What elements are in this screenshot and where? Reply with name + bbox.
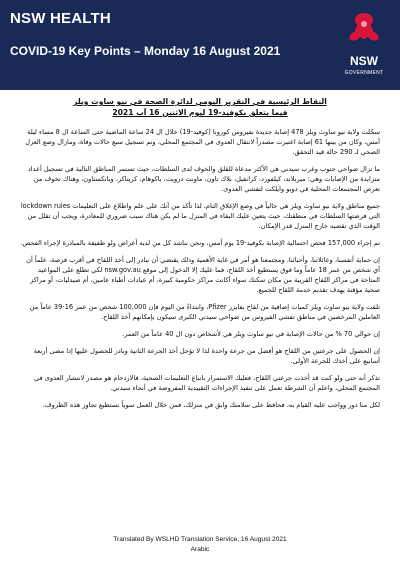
document-headline [20,96,380,118]
headline-line-1: النقاط الرئيسية في التقرير اليومي لدائرة الصحة في نيو ساوث ويلز [73,97,327,106]
paragraph-closing: لكل منا دور وواجب عليه القيام به، فحافظ على سلامتك وابق في منزلك، فمن خلال العمل سوياً نستطيع تجاوز هذه الظروف. [42,401,380,409]
footer-translation-credit: Translated By WSLHD Translation Service, 16 August 2021 [113,536,287,543]
paragraph-second-dose: إن الحصول على جرعتين من اللقاح هو أفضل من جرعة واحدة لذا لا تؤجل أخذ الجرعة الثانية وبادر للحصول عليها إذا مضى أربعة أسابيع على أخذك للجرعة الأولى. [33,347,380,365]
waratah-flower-icon [340,6,388,52]
paragraph-health-rules: تذكر أنه حتى ولو كنت قد أخذت جرعتي اللقاح، فعليك الاستمرار باتباع التعليمات الصحية، فالازدحام هو مصدر لانتشار العدوى في المجتمع المحلي، واعلم أن الشرطة تعمل على تنفيذ الإجراءات التقييدية المفروضة في أنحاء سيدني. [34,374,380,392]
paragraph-age-stats: إن حوالي 70 % من حالات الإصابة في نيو ساوث ويلز هي لأشخاص دون ال 40 عاماً من العمر. [122,330,380,338]
paragraph-cases: سجّلت ولاية نيو ساوث ويلز 478 إصابة جديدة بفيروس كورونا (كوفيد-19) خلال ال 24 ساعة الماضية حتى الساعة ال 8 مساء ليلة أمس، وكان من بينها 61 إصابة اعتبرت مصدراً لانتقال العدوى في المجتمع المحلي، وتم تسجيل سبع حالات وفاة، ومازال وضع العزل الصحي لـ 290 حالة قيد التحقق. [25,128,380,156]
header-title: NSW HEALTH [10,10,111,27]
logo-government-text: GOVERNMENT [344,70,384,76]
headline-line-2: فيما يتعلق بكوفيد-19 ليوم الاثنين 16 آب 2021 [112,108,288,117]
logo-nsw-text: NSW [350,54,378,68]
paragraph-areas-of-concern: ما تزال ضواحي جنوب وغرب سيدني هي الأكثر مدعاة للقلق والخوف لدى السلطات، حيث تستمر المناطق التالية في تسجيل أعداد متزايدة من الإصابات وهي: ميربلاند، كيلفورد، كرانفيل، بلاك تاون، ماونت درويت، باكوهام، كريتاكر، وبانكستاون، وهناك تخوف من تعرض المجتمعات المحلية في دوبو وايلكت لتفشي العدوى. [27,165,380,193]
paragraph-testing: تم إجراء 157,000 فحص احتمالية الإصابة بكوفيد-19 يوم أمس، ونحن نناشد كل من لديه أعراض ولو طفيفة بالمبادرة لإجراء الفحص. [20,239,380,247]
footer-language: Arabic [190,546,210,553]
paragraph-lockdown: جميع مناطق ولاية نيو ساوث ويلز هي حالياً في وضع الإغلاق التام، لذا تأكد من أنك على علم واطلاع على التعليمات lockdown rules التي فرضتها السلطات في منطقتك، حيث يتعين عليك البقاء في المنزل ما لم يكن هناك سبب ضروري للمغادرة، ويجب أن تقلل من الوقت الذي تقضيه خارج المنزل قدر الإمكان. [20,202,380,230]
nsw-government-logo [340,6,388,78]
header-subtitle: COVID-19 Key Points – Monday 16 August 2021 [10,44,281,58]
document-body [20,96,380,417]
paragraph-pfizer: تلقت ولاية نيو ساوث ويلز كميات إضافية من لقاح بفايزر Pfizer، وابتداءً من اليوم فإن 100,000 شخص من عمر 16-39 عاماً من العاملين المرخصين في مناطق تفشي الفيروس من ضواحي سيدني الكبرى سيكون بإمكانهم أخذ اللقاح. [29,303,380,321]
paragraph-vaccination: إن حماية أنفسنا، وعائلاتنا، وأحبائنا، ومجتمعنا هو أمر في غاية الأهمية وذلك يقتضي أن نبادر إلى أخذ اللقاح في أقرب فرصة، علماً أن أي شخص من عمر 18 عاماً وما فوق يستطيع أخذ اللقاح، فما عليك إلا الدخول إلى موقع nsw.gov.au لكي تطلع على المواعيد المتاحة في مراكز اللقاح القريبة من مكان سكنك سواء أكانت مراكز حكومية كبيرة، أم عيادات أطباء عامين، أم صيدليات، أو مراكز صحية مؤقتة يهدف تقديم خدمة اللقاح للجميع. [26,256,380,294]
page-header [0,0,400,90]
